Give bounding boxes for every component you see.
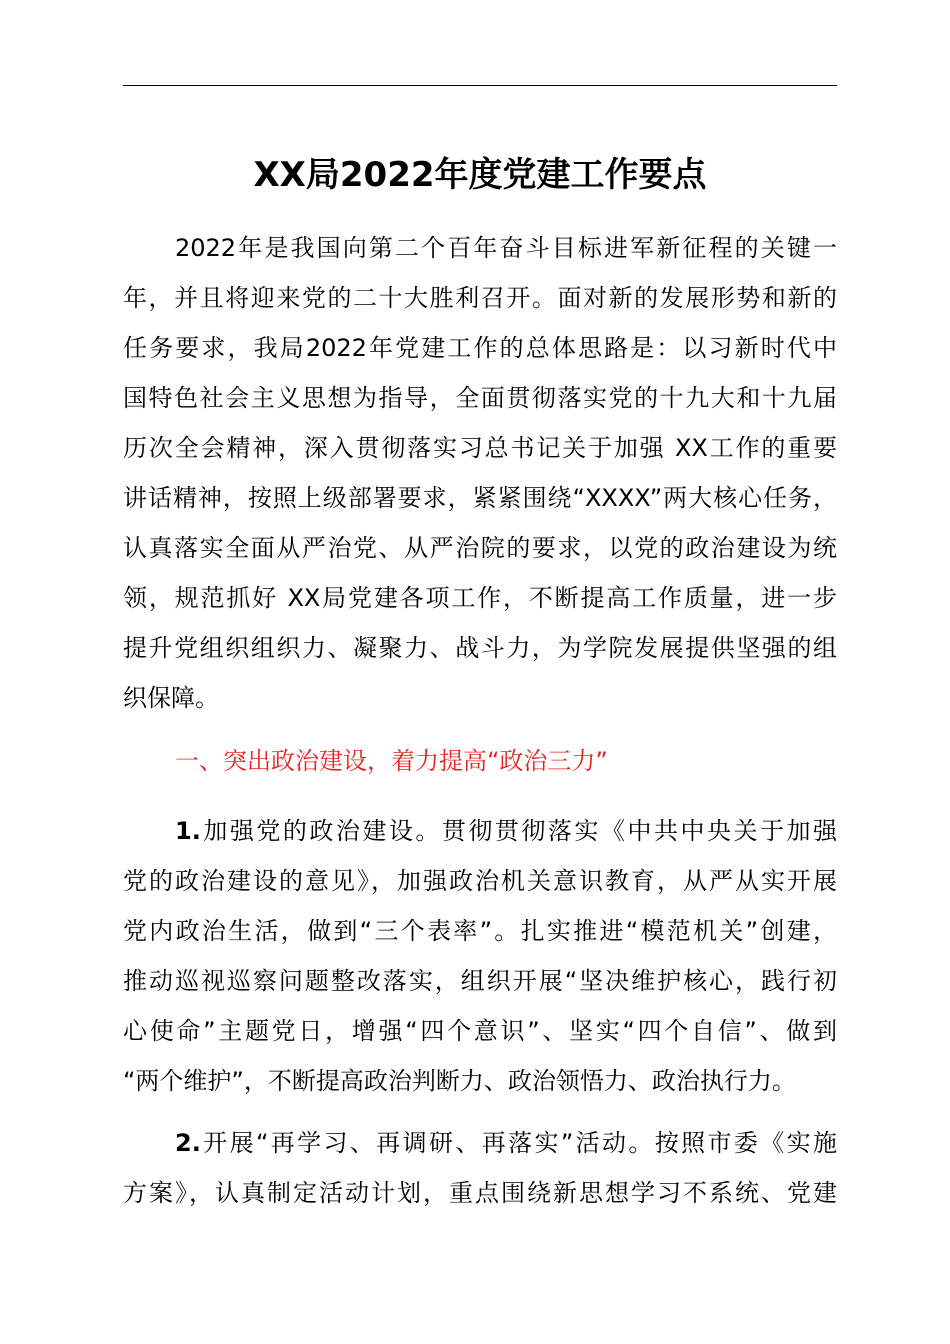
paragraph-line: 历次全会精神，深入贯彻落实习总书记关于加强 XX工作的重要 xyxy=(123,434,837,462)
paragraph-line xyxy=(123,806,837,856)
paragraph-line: 国特色社会主义思想为指导，全面贯彻落实党的十九大和十九届 xyxy=(123,384,837,412)
paragraph-line: 推动巡视巡察问题整改落实，组织开展“坚决维护核心，践行初 xyxy=(123,967,837,995)
paragraph-line: 心使命”主题党日，增强“四个意识”、坚实“四个自信”、做到 xyxy=(123,1017,837,1045)
section-heading-text: 一、突出政治建设，着力提高“政治三力” xyxy=(175,747,608,775)
item-2-paragraph xyxy=(123,1118,837,1218)
item-number: 2. xyxy=(175,1129,201,1157)
item-number: 1. xyxy=(175,817,201,845)
paragraph-line: 领，规范抓好 XX局党建各项工作，不断提高工作质量，进一步 xyxy=(123,584,837,612)
paragraph-line: 讲话精神，按照上级部署要求，紧紧围绕“XXXX”两大核心任务， xyxy=(123,484,837,512)
paragraph-line xyxy=(123,1118,837,1168)
paragraph-line: 提升党组织组织力、凝聚力、战斗力，为学院发展提供坚强的组 xyxy=(123,634,837,662)
paragraph-line: 认真落实全面从严治党、从严治院的要求，以党的政治建设为统 xyxy=(123,534,837,562)
intro-paragraph xyxy=(123,223,837,723)
paragraph-line: 党的政治建设的意见》，加强政治机关意识教育，从严从实开展 xyxy=(123,867,837,895)
document-title: XX局2022年度党建工作要点 xyxy=(253,155,707,195)
paragraph-line: 任务要求，我局2022年党建工作的总体思路是：以习新时代中 xyxy=(123,334,837,362)
paragraph-line: 年，并且将迎来党的二十大胜利召开。面对新的发展形势和新的 xyxy=(123,284,837,312)
item-1-paragraph xyxy=(123,806,837,1106)
paragraph-line: 2022年是我国向第二个百年奋斗目标进军新征程的关键一 xyxy=(175,234,837,262)
paragraph-line: 织保障。 xyxy=(123,684,219,712)
item-text: 加强党的政治建设。贯彻贯彻落实《中共中央关于加强 xyxy=(200,817,837,845)
section-heading-1 xyxy=(123,736,837,786)
header-rule xyxy=(123,85,837,86)
paragraph-line: “两个维护”，不断提高政治判断力、政治领悟力、政治执行力。 xyxy=(123,1067,796,1095)
item-text: 开展“再学习、再调研、再落实”活动。按照市委《实施 xyxy=(200,1129,837,1157)
paragraph-line: 方案》，认真制定活动计划，重点围绕新思想学习不系统、党建 xyxy=(123,1179,837,1207)
paragraph-line: 党内政治生活，做到“三个表率”。扎实推进“模范机关”创建， xyxy=(123,917,837,945)
